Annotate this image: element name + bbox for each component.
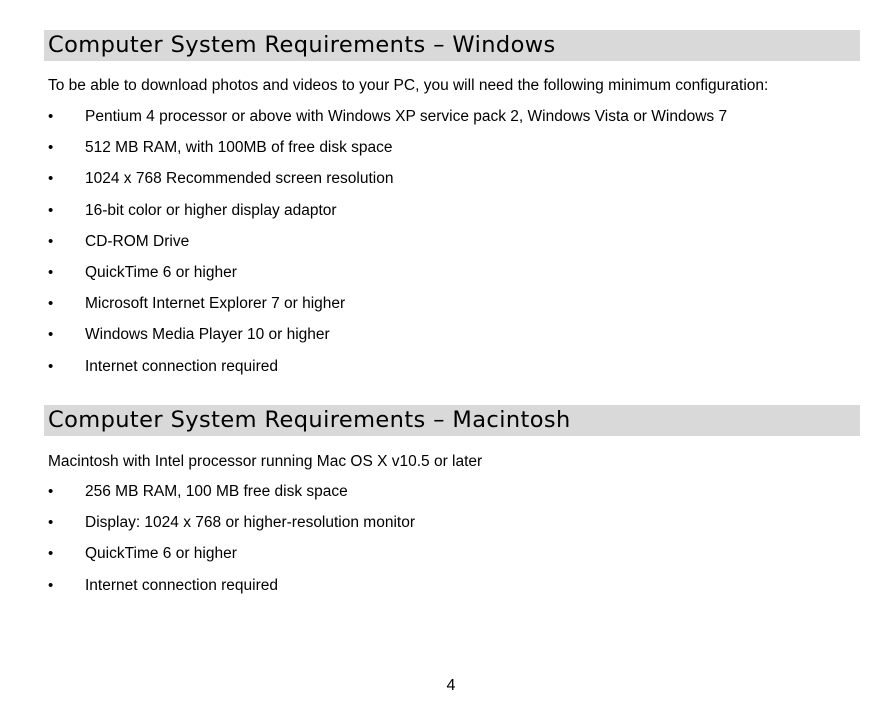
list-item-text: 512 MB RAM, with 100MB of free disk space bbox=[85, 139, 393, 157]
macintosh-section-heading: Computer System Requirements – Macintosh bbox=[44, 405, 860, 436]
bullet-icon: • bbox=[48, 201, 54, 219]
list-item-text: Display: 1024 x 768 or higher-resolution monitor bbox=[85, 514, 415, 532]
list-item-text: Internet connection required bbox=[85, 576, 279, 594]
bullet-icon: • bbox=[48, 326, 54, 344]
list-item-text: Microsoft Internet Explorer 7 or higher bbox=[85, 295, 346, 313]
bullet-icon: • bbox=[48, 295, 54, 313]
macintosh-intro-text: Macintosh with Intel processor running Mac OS X v10.5 or later bbox=[48, 453, 483, 470]
list-item-text: 1024 x 768 Recommended screen resolution bbox=[85, 170, 394, 188]
page-number: 4 bbox=[446, 677, 456, 694]
list-item-text: CD-ROM Drive bbox=[85, 232, 190, 250]
bullet-icon: • bbox=[48, 545, 54, 563]
bullet-icon: • bbox=[48, 483, 54, 500]
list-item-text: Internet connection required bbox=[85, 357, 279, 375]
bullet-icon: • bbox=[48, 514, 54, 532]
list-item-text: QuickTime 6 or higher bbox=[85, 545, 237, 563]
bullet-icon: • bbox=[48, 139, 54, 157]
bullet-icon: • bbox=[48, 263, 54, 281]
list-item-text: QuickTime 6 or higher bbox=[85, 263, 237, 281]
bullet-icon: • bbox=[48, 170, 54, 188]
bullet-icon: • bbox=[48, 108, 54, 125]
bullet-icon: • bbox=[48, 357, 54, 375]
list-item-text: Windows Media Player 10 or higher bbox=[85, 326, 330, 344]
list-item-text: 256 MB RAM, 100 MB free disk space bbox=[85, 483, 348, 500]
windows-section-heading: Computer System Requirements – Windows bbox=[44, 30, 860, 61]
windows-intro-text: To be able to download photos and videos to your PC, you will need the following minimum configuration: bbox=[48, 77, 769, 94]
list-item-text: 16-bit color or higher display adaptor bbox=[85, 201, 337, 219]
list-item-text: Pentium 4 processor or above with Windows XP service pack 2, Windows Vista or Windows 7 bbox=[85, 108, 728, 125]
bullet-icon: • bbox=[48, 232, 54, 250]
bullet-icon: • bbox=[48, 576, 54, 594]
